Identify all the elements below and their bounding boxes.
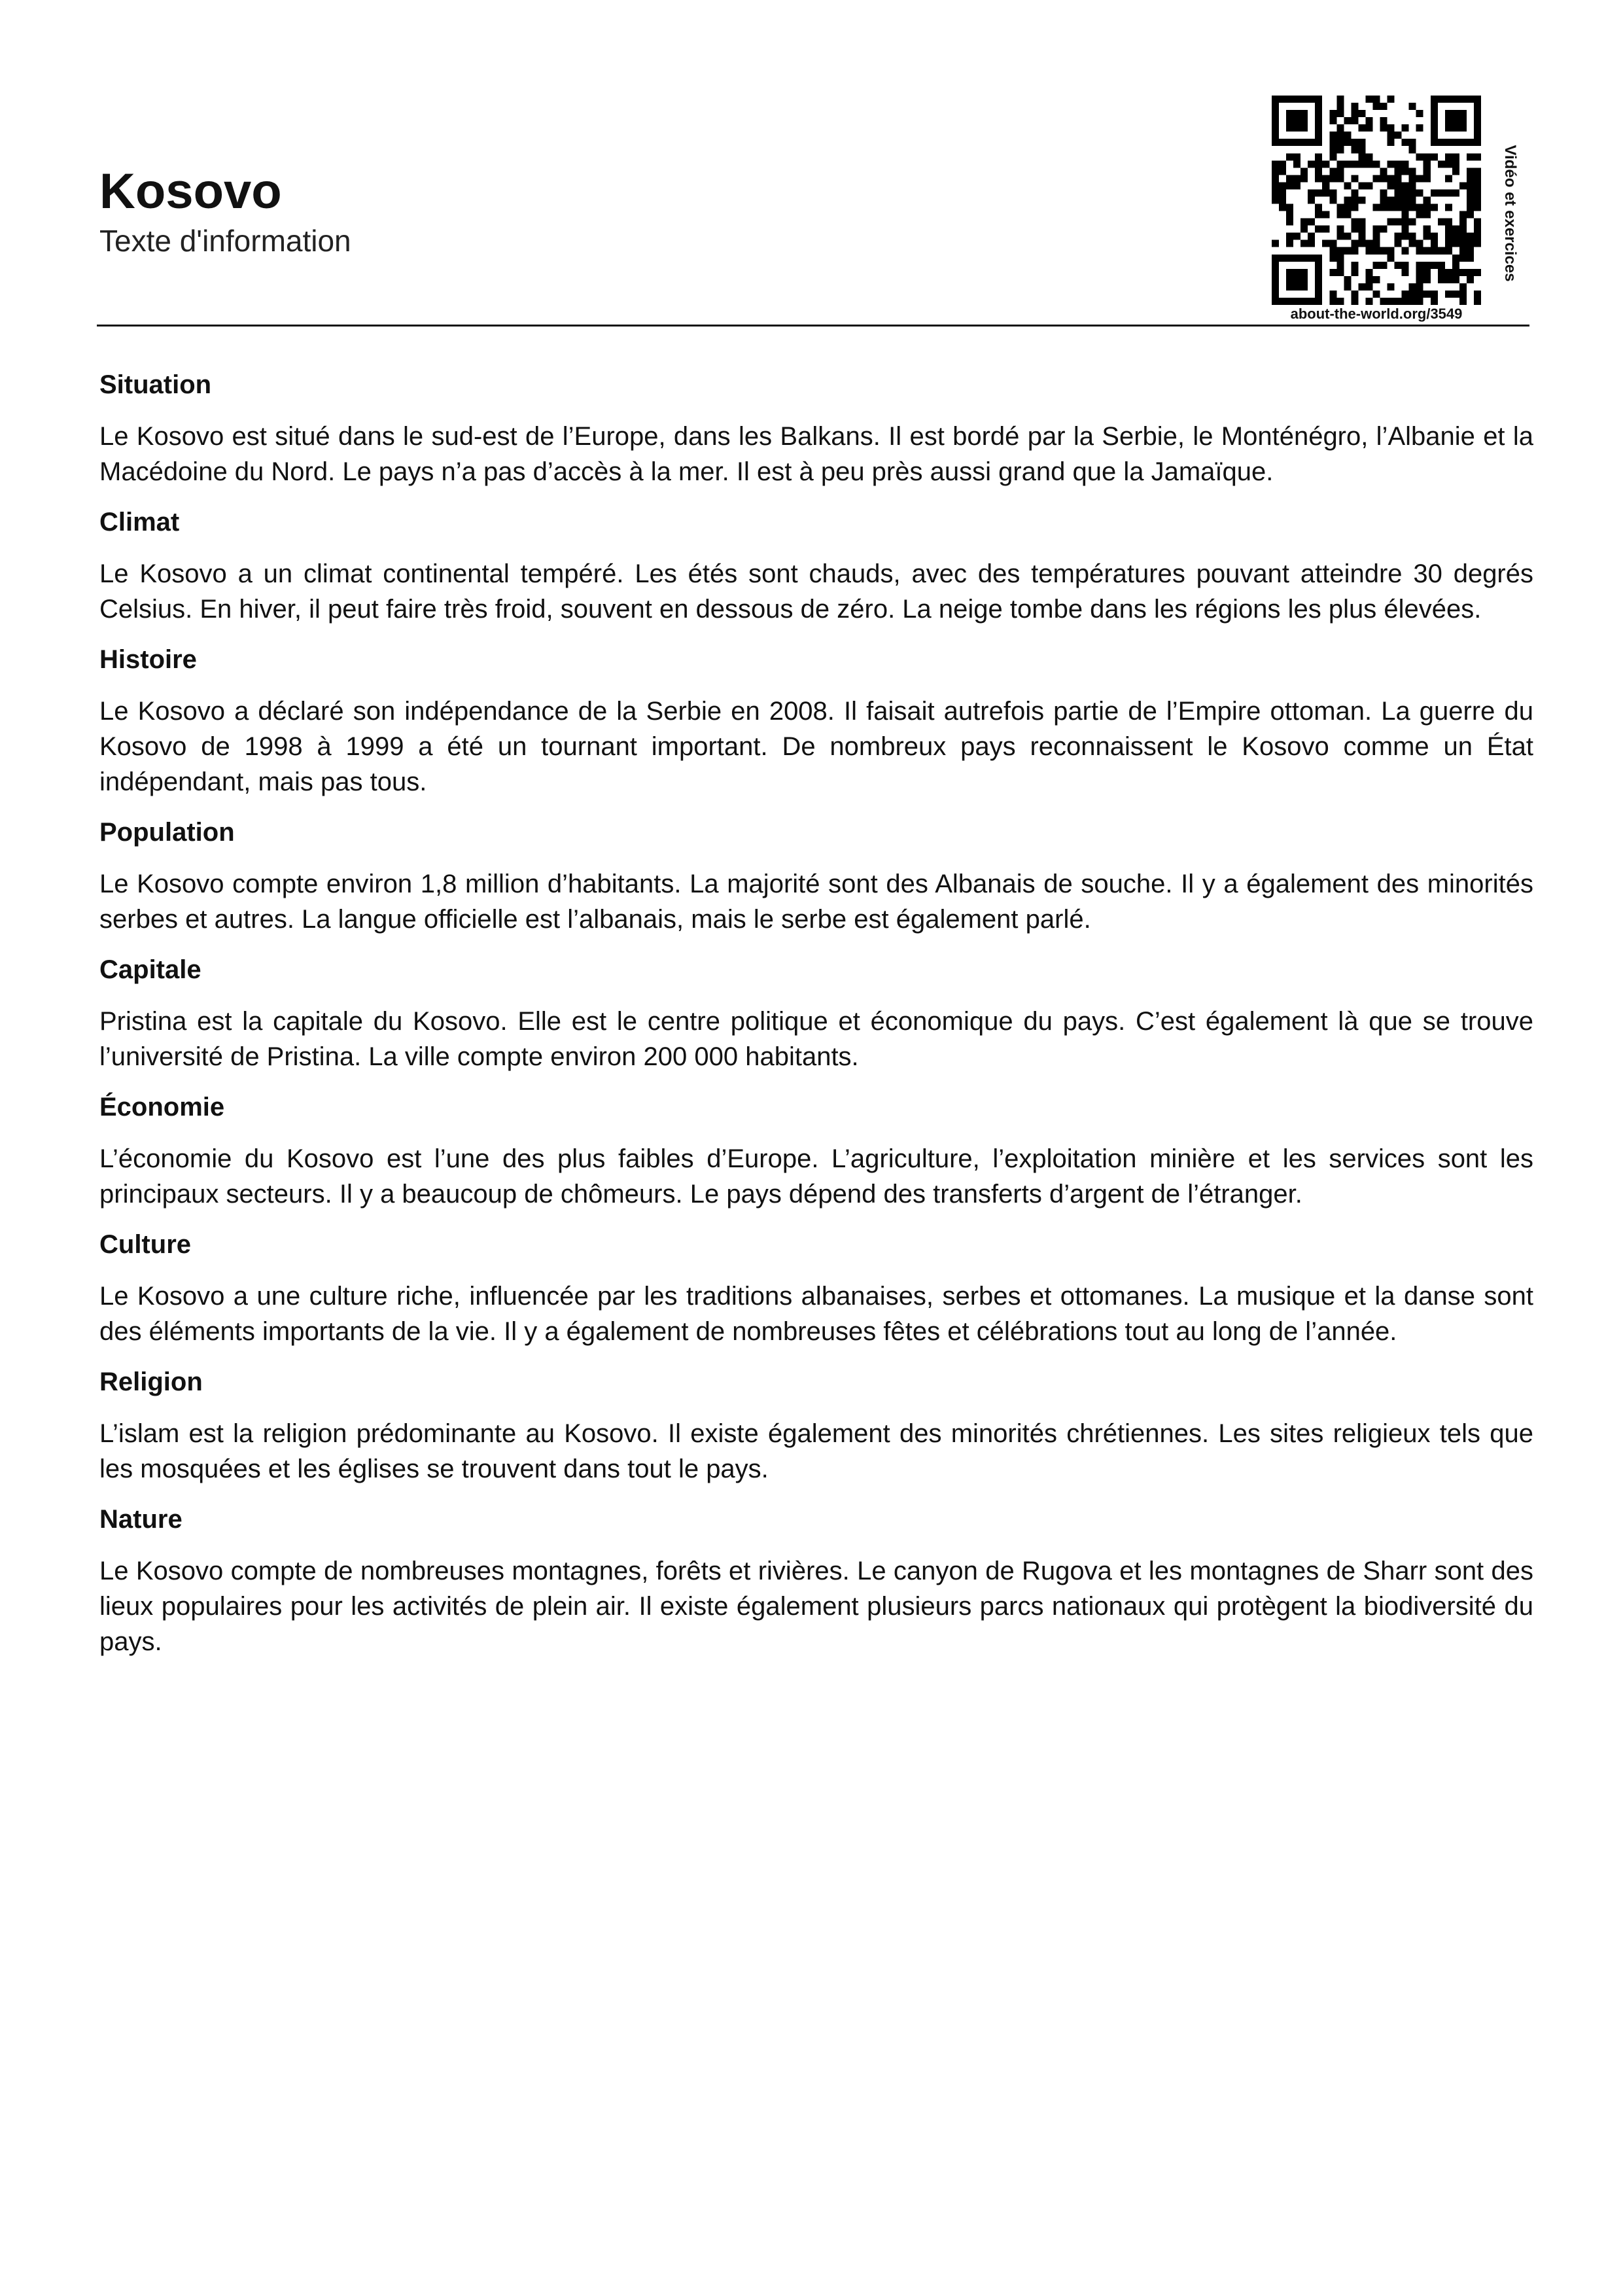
page-subtitle: Texte d'information bbox=[99, 224, 351, 258]
section-heading: Situation bbox=[99, 370, 212, 399]
section-heading: Histoire bbox=[99, 645, 197, 674]
section-capitale bbox=[99, 951, 1533, 1074]
page-title: Kosovo bbox=[99, 164, 282, 219]
section-histoire bbox=[99, 641, 1533, 800]
section-situation bbox=[99, 366, 1533, 489]
section-paragraph: Le Kosovo a un climat continental tempéré. Les étés sont chauds, avec des températures pouvant atteindre 30 degrés Celsius. En hiver, il peut faire très froid, souvent en dessous de zéro. La neige tombe dans les régions les plus élevées. bbox=[99, 559, 1533, 624]
header-divider bbox=[97, 325, 1529, 327]
section-paragraph: Le Kosovo est situé dans le sud-est de l’Europe, dans les Balkans. Il est bordé par la Serbie, le Monténégro, l’Albanie et la Macédoine du Nord. Le pays n’a pas d’accès à la mer. Il est à peu près aussi grand que la Jamaïque. bbox=[99, 422, 1533, 486]
qr-code-icon[interactable] bbox=[1272, 96, 1481, 305]
section-heading: Religion bbox=[99, 1368, 203, 1396]
section-economie bbox=[99, 1089, 1533, 1212]
section-religion bbox=[99, 1364, 1533, 1487]
section-heading: Culture bbox=[99, 1230, 191, 1259]
section-heading: Population bbox=[99, 818, 235, 847]
section-paragraph: Le Kosovo a déclaré son indépendance de la Serbie en 2008. Il faisait autrefois partie de l’Empire ottoman. La guerre du Kosovo de 1998 à 1999 a été un tournant important. De nombreux pays reconnaissent le Kosovo comme un État indépendant, mais pas tous. bbox=[99, 697, 1533, 796]
section-paragraph: Le Kosovo compte de nombreuses montagnes, forêts et rivières. Le canyon de Rugova et les montagnes de Sharr sont des lieux populaires pour les activités de plein air. Il existe également plusieurs parcs nationaux qui protègent la biodiversité du pays. bbox=[99, 1557, 1533, 1656]
section-climat bbox=[99, 504, 1533, 627]
qr-side-label-text: Vidéo et exercices bbox=[1501, 145, 1519, 282]
section-heading: Climat bbox=[99, 508, 180, 537]
section-population bbox=[99, 814, 1533, 937]
section-heading: Économie bbox=[99, 1093, 225, 1122]
section-paragraph: L’islam est la religion prédominante au Kosovo. Il existe également des minorités chrétiennes. Les sites religieux tels que les mosquées et les églises se trouvent dans tout le pays. bbox=[99, 1419, 1533, 1483]
section-paragraph: Le Kosovo compte environ 1,8 million d’habitants. La majorité sont des Albanais de souche. Il y a également des minorités serbes et autres. La langue officielle est l’albanais, mais le serbe est également parlé. bbox=[99, 870, 1533, 934]
qr-side-label bbox=[1498, 122, 1522, 305]
section-culture bbox=[99, 1226, 1533, 1349]
section-paragraph: Le Kosovo a une culture riche, influencée par les traditions albanaises, serbes et ottomanes. La musique et la danse sont des éléments importants de la vie. Il y a également de nombreuses fêtes et célébrations tout au long de l’année. bbox=[99, 1282, 1533, 1346]
section-paragraph: Pristina est la capitale du Kosovo. Elle est le centre politique et économique du pays. C’est également là que se trouve l’université de Pristina. La ville compte environ 200 000 habitants. bbox=[99, 1007, 1533, 1071]
section-heading: Capitale bbox=[99, 955, 201, 984]
qr-url-label: about-the-world.org/3549 bbox=[1290, 306, 1463, 322]
section-nature bbox=[99, 1501, 1533, 1659]
document-body bbox=[99, 366, 1533, 1674]
section-paragraph: L’économie du Kosovo est l’une des plus faibles d’Europe. L’agriculture, l’exploitation minière et les services sont les principaux secteurs. Il y a beaucoup de chômeurs. Le pays dépend des transferts d’argent de l’étranger. bbox=[99, 1144, 1533, 1209]
section-heading: Nature bbox=[99, 1505, 183, 1534]
